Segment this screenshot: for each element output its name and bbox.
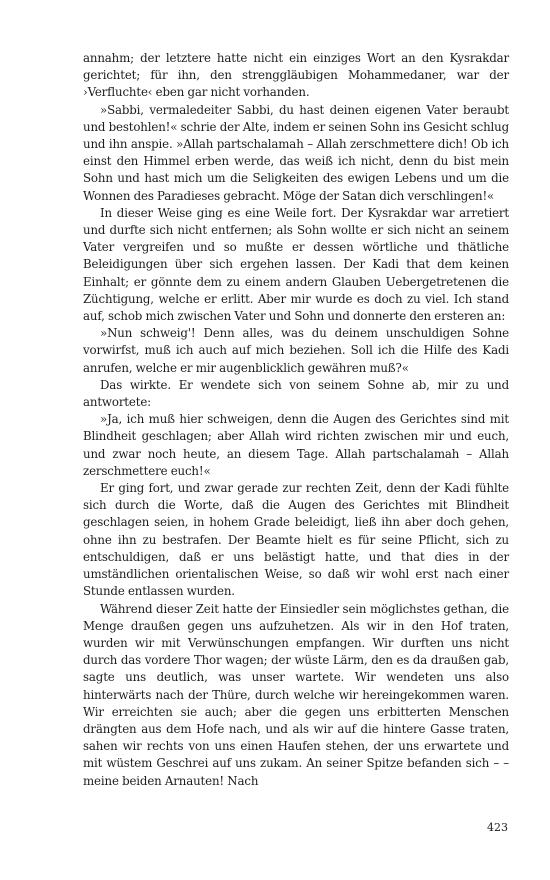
paragraph-5: Das wirkte. Er wendete sich von seinem Sohne ab, mir zu und antwortete: xyxy=(83,377,509,410)
paragraph-7: Er ging fort, und zwar gerade zur rechten Zeit, denn der Kadi fühlte sich durch die Worte, daß die Augen des Gerichtes mit Blindheit geschlagen seien, in hohem Grade beleidigt, ließ ihn aber doch gehen, ohne ihn zu bestrafen. Der Beamte hielt es für seine Pflicht, sich zu entschuldigen, daß er uns belästigt hatte, und that dies in der umständlichen orientalischen Weise, so daß wir wohl erst nach einer Stunde entlassen wurden. xyxy=(83,481,509,599)
paragraph-3: In dieser Weise ging es eine Weile fort. Der Kysrakdar war arretiert und durfte sich nicht entfernen; als Sohn wollte er sich nicht an seinem Vater vergreifen und so mußte er dessen wörtliche und thätliche Beleidigungen über sich ergehen lassen. Der Kadi that dem keinen Einhalt; er gönnte dem zu einem andern Glauben Uebergetretenen die Züchtigung, welche er erlitt. Aber mir wurde es doch zu viel. Ich stand auf, schob mich zwischen Vater und Sohn und donnerte den ersteren an: xyxy=(83,205,509,324)
paragraph-4: »Nun schweig'! Denn alles, was du deinem unschuldigen Sohne vorwirfst, muß ich auch auf mich beziehen. Soll ich die Hilfe des Kadi anrufen, welche er mir augenblicklich gewähren muß?« xyxy=(83,326,509,375)
page-number: 423 xyxy=(487,821,508,834)
paragraph-1: annahm; der letztere hatte nicht ein einziges Wort an den Kysrakdar gerichtet; für ihn, den strenggläubigen Mohammedaner, war der ›Verfluchte‹ eben gar nicht vorhanden. xyxy=(83,51,509,100)
paragraph-2: »Sabbi, vermaledeiter Sabbi, du hast deinen eigenen Vater beraubt und bestohlen!« schrie der Alte, indem er seinen Sohn ins Gesicht schlug und ihn anspie. »Allah partschalamah – Allah zerschmettere dich! Ob ich einst den Himmel erben werde, das weiß ich nicht, denn du bist mein Sohn und hast mich um die Seligkeiten des ewigen Lebens und um die Wonnen des Paradieses gebracht. Möge der Satan dich verschlingen!« xyxy=(83,102,509,203)
body-text xyxy=(83,50,509,790)
paragraph-8: Während dieser Zeit hatte der Einsiedler sein möglichstes gethan, die Menge draußen gegen uns aufzuhetzen. Als wir in den Hof traten, wurden wir mit Verwünschungen empfangen. Wir durften uns nicht durch das vordere Thor wagen; der wüste Lärm, den es da draußen gab, sagte uns deutlich, was unser wartete. Wir wendeten uns also hinterwärts nach der Thüre, durch welche wir hereingekommen waren. Wir erreichten sie auch; aber die gegen uns erbitterten Menschen drängten aus dem Hofe nach, und als wir auf die hintere Gasse traten, sahen wir rechts von uns einen Haufen stehen, der uns erwartete und mit wüstem Geschrei auf uns zukam. An seiner Spitze befanden sich – – meine beiden Arnauten! Nach xyxy=(83,601,509,788)
paragraph-6: »Ja, ich muß hier schweigen, denn die Augen des Gerichtes sind mit Blindheit geschlagen; aber Allah wird richten zwischen mir und euch, und zwar noch heute, an diesem Tage. Allah partschalamah – Allah zerschmettere euch!« xyxy=(83,412,509,478)
